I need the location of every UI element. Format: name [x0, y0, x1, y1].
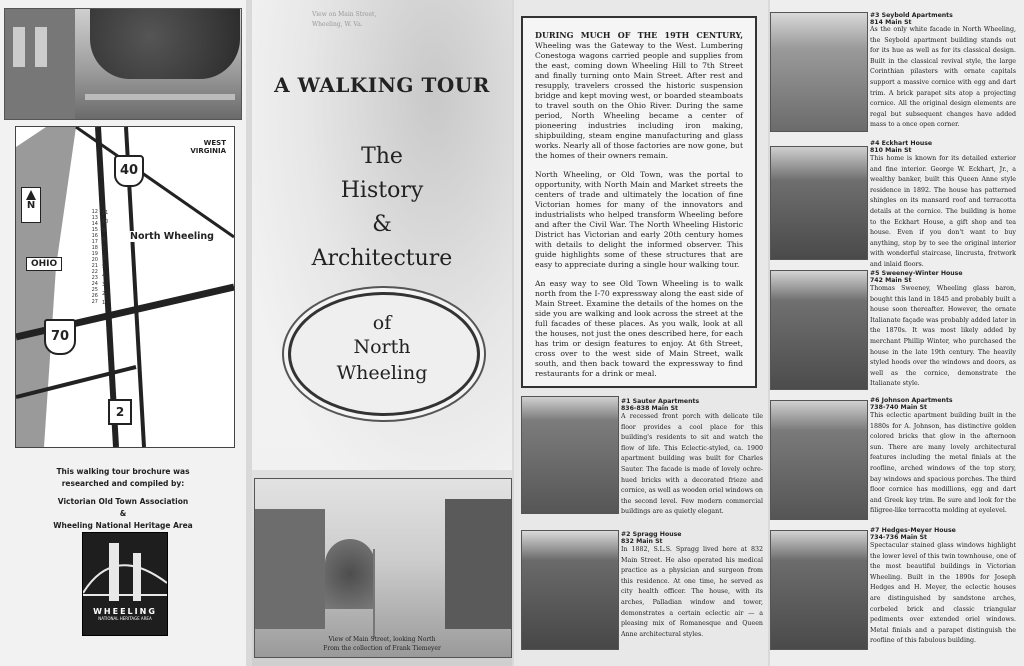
credit-line-1: This walking tour brochure was: [56, 467, 190, 476]
route-40-label: 40: [119, 163, 139, 178]
map-stop-number: 8: [102, 237, 106, 243]
map-stop-number: 9: [102, 228, 106, 234]
map-stop-number: 24: [91, 281, 98, 287]
panel-map: [0, 0, 246, 666]
photo-hedges-meyer-house: [770, 530, 868, 650]
entry-2-address: 832 Main St: [621, 538, 663, 545]
entry-3-text: As the only white facade in North Wheeling, the Seybold apartment building stands out for its hue as well as for its classical design. Built in the classical revival style, the large Corinthian pilasters with ornate capitals support a massive cornice with egg and dart trim. A brick parapet sits atop a projecting cornice. All the original design elements are regal but subsequent changes have added mass to a once open corner.: [870, 26, 1016, 129]
panel-cover: [252, 0, 512, 666]
map-stop-number: 14: [91, 221, 98, 227]
entry-6-address: 738-740 Main St: [870, 404, 927, 411]
entry-4-text: This home is known for its detailed exterior and fine interior. George W. Eckhart, Jr., a wealthy banker, built this Queen Anne style residence in 1892. The house has patterned shingles on its mansard roof and terracotta details at the cornice. The building is home to the Eckhart House, a gift shop and tea house. Even if you don't want to buy anything, stop by to see the original interior with wonderful staircase, lincrusta, fretwork and inlaid floors.: [870, 155, 1016, 268]
credit-amp: &: [119, 509, 127, 518]
map-stop-number: 7: [102, 246, 106, 252]
intro-lead: DURING MUCH OF THE 19TH CENTURY,: [535, 30, 743, 40]
photo-eckhart-house: [770, 146, 868, 260]
entry-2-title: #2 Spragg House: [621, 531, 682, 538]
entry-6-text: This eclectic apartment building built in the 1880s for A. Johnson, has distinctive golden colored bricks that glow in the afternoon sun. There are many lovely architectural features including the metal finials at the roofline, arched windows of the top story, bay windows and spacious porches. The third floor cornice has modillions, egg and dart and Greek key trim. Be sure and look for the filigree-like terracotta molding at eyelevel.: [870, 412, 1016, 515]
postcard-caption: View on Main Street, Wheeling, W. Va.: [312, 11, 377, 28]
bridge-icon: [83, 533, 167, 603]
route-40-shield: [114, 155, 144, 187]
title-amp: &: [372, 212, 392, 237]
wheeling-logo: [82, 532, 168, 636]
entry-4-title: #4 Eckhart House: [870, 140, 933, 147]
intro-para-2: North Wheeling, or Old Town, was the portal to opportunity, with North Main and Market streets the centers of trade and ultimately the location of fine Victorian homes for many of the innovators and industrialists who helped transform Wheeling before and after the Civil War. The North Wheeling Historic District has Victorian and early 20th century homes with details to delight the informed observer. This guide highlights some of these structures that are easy to appreciate during a single hour walking tour.: [535, 170, 743, 269]
map-stop-number: 2: [102, 291, 106, 297]
route-2-label: 2: [115, 405, 125, 419]
map-stop-number: 5: [102, 264, 106, 270]
title-history: History: [340, 178, 424, 203]
credit-block: [20, 466, 226, 532]
map-stop-number: 23: [91, 275, 98, 281]
photo-seybold-apartments: [770, 12, 868, 132]
intro-para-1-text: Wheeling was the Gateway to the West. Lumbering Conestoga wagons carried people and supplies from the east, coming down Wheeling Hill to 7th Street and finally turning onto Main Street. After rest and resupply, travelers crossed the historic suspension bridge and kept moving west, or boarded steamboats to travel south on the Ohio River. During the same period, North Wheeling became a center of pioneering industries including iron making, shipbuilding, steam engine manufacturing and glass works. Nearly all of those factories are now gone, but the homes of their owners remain.: [535, 41, 743, 160]
map-stop-number: 17: [91, 239, 98, 245]
map-numbers-right: [102, 209, 112, 308]
entry-1-title: #1 Sauter Apartments: [621, 398, 700, 405]
panel-listings: [770, 0, 1024, 666]
map-stop-number: 10: [102, 219, 109, 225]
map-stop-number: 12: [91, 209, 98, 215]
entry-5-address: 742 Main St: [870, 277, 912, 284]
map-stop-number: 13: [91, 215, 98, 221]
logo-name: WHEELING: [93, 607, 157, 616]
photo-johnson-apartments: [770, 400, 868, 520]
credit-line-2: researched and compiled by:: [61, 479, 185, 488]
entry-4-address: 810 Main St: [870, 147, 912, 154]
compass: [21, 187, 41, 223]
compass-label: N: [26, 200, 36, 211]
north-wheeling-label: North Wheeling: [130, 231, 214, 242]
title-of: of: [372, 312, 392, 334]
north-arrow-icon: [26, 190, 36, 200]
street-photo-top: [4, 8, 242, 120]
map-stop-number: 1: [102, 300, 106, 306]
map-stop-number: 22: [91, 269, 98, 275]
main-street-photo: [254, 478, 512, 658]
map-stop-number: 21: [91, 263, 98, 269]
map-stop-number: 16: [91, 233, 98, 239]
map-stop-number: 19: [91, 251, 98, 257]
title-north: North: [353, 336, 411, 358]
title-wheeling: Wheeling: [336, 362, 428, 384]
intro-para-1: [535, 30, 743, 161]
entry-6-title: #6 Johnson Apartments: [870, 397, 953, 404]
intro-text-box: [521, 16, 757, 388]
entry-7-address: 734-736 Main St: [870, 534, 927, 541]
entry-3-address: 814 Main St: [870, 19, 912, 26]
entry-5-text: Thomas Sweeney, Wheeling glass baron, bought this land in 1845 and probably built a house soon thereafter. However, the ornate Italianate façade was probably added later in the 1870s. It was most likely added by merchant Phillip Winter, who purchased the house in the late 19th century. The heavily styled hoods over the windows and doors, as well as the cornice, demonstrate the Italianate style.: [870, 285, 1016, 388]
entry-1-text: A recessed front porch with delicate tile floor provides a cool place for this building's residents to sit and watch the flow of life. This Eclectic-styled, ca. 1900 apartment building was built for Charles Sauter. The facade is made of lovely ochre-hued bricks with a decorated frieze and cornice, as well as wooden oriel windows on the second level. Few modern commercial buildings are as quietly elegant.: [621, 413, 763, 516]
map-stop-number: 25: [91, 287, 98, 293]
map-stop-number: 26: [91, 293, 98, 299]
map-stop-number: 20: [91, 257, 98, 263]
map-stop-number: 6: [102, 255, 106, 261]
photo-caption-1: View of Main Street, looking North: [328, 636, 436, 643]
entry-2-text: In 1882, S.L.S. Spragg lived here at 832 Main Street. He also operated his medical practice as a physician and surgeon from this residence. At one time, he served as city health officer. The house, with its arches, Palladian window and tower, demonstrates a certain eclectic air — a pleasing mix of Romanesque and Queen Anne architectural styles.: [621, 546, 763, 638]
map-stop-number: 3: [102, 282, 106, 288]
entry-3-title: #3 Seybold Apartments: [870, 12, 953, 19]
map-stop-number: 18: [91, 245, 98, 251]
route-70-shield: [44, 319, 76, 355]
entry-7-title: #7 Hedges-Meyer House: [870, 527, 956, 534]
map-numbers-left: [88, 209, 98, 305]
ohio-label: OHIO: [26, 257, 62, 271]
map-stop-number: 27: [91, 299, 98, 305]
title-the: The: [361, 144, 403, 169]
credit-org-1: Victorian Old Town Association: [57, 497, 189, 506]
entry-7-text: Spectacular stained glass windows highlight the lower level of this twin townhouse, one of the most beautiful buildings in Victorian Wheeling. Built in the 1890s for Joseph Hedges and H. Meyer, the eclectic houses are distinguished by sandstone arches, corbeled brick and classic triangular pediments over extended oriel windows. Metal finials and a parapet distinguish the roofline of this fabulous building.: [870, 542, 1016, 645]
state-label-wv: WEST VIRGINIA: [190, 139, 226, 155]
photo-sweeney-winter-house: [770, 270, 868, 390]
panel-intro: [514, 0, 768, 666]
map-stop-number: 4: [102, 273, 106, 279]
credit-org-2: Wheeling National Heritage Area: [53, 521, 193, 530]
map-stop-number: 11: [102, 210, 109, 216]
route-2-sign: [108, 399, 132, 425]
logo-sub: NATIONAL HERITAGE AREA: [98, 616, 152, 621]
walking-tour-title: A WALKING TOUR: [274, 73, 490, 97]
photo-sauter-apartments: [521, 396, 619, 514]
walking-tour-map: [15, 126, 235, 448]
photo-caption-2: From the collection of Frank Tiemeyer: [323, 645, 441, 652]
entry-1-address: 836-838 Main St: [621, 405, 678, 412]
title-architecture: Architecture: [311, 246, 453, 271]
entry-5-title: #5 Sweeney-Winter House: [870, 270, 963, 277]
intro-para-3: An easy way to see Old Town Wheeling is to walk north from the I-70 expressway along the east side of Main Street. Examine the details of the homes on the side you are walking and look across the street at the full facades of these places. As you walk, look at all the houses, not just the ones described here, for each has trim or design features to enjoy. At 6th Street, cross over to the west side of Main Street, walk south, and then back toward the expressway to find restaurants for a drink or meal.: [535, 279, 743, 378]
photo-spragg-house: [521, 530, 619, 650]
route-70-label: 70: [50, 329, 70, 344]
map-stop-number: 15: [91, 227, 98, 233]
